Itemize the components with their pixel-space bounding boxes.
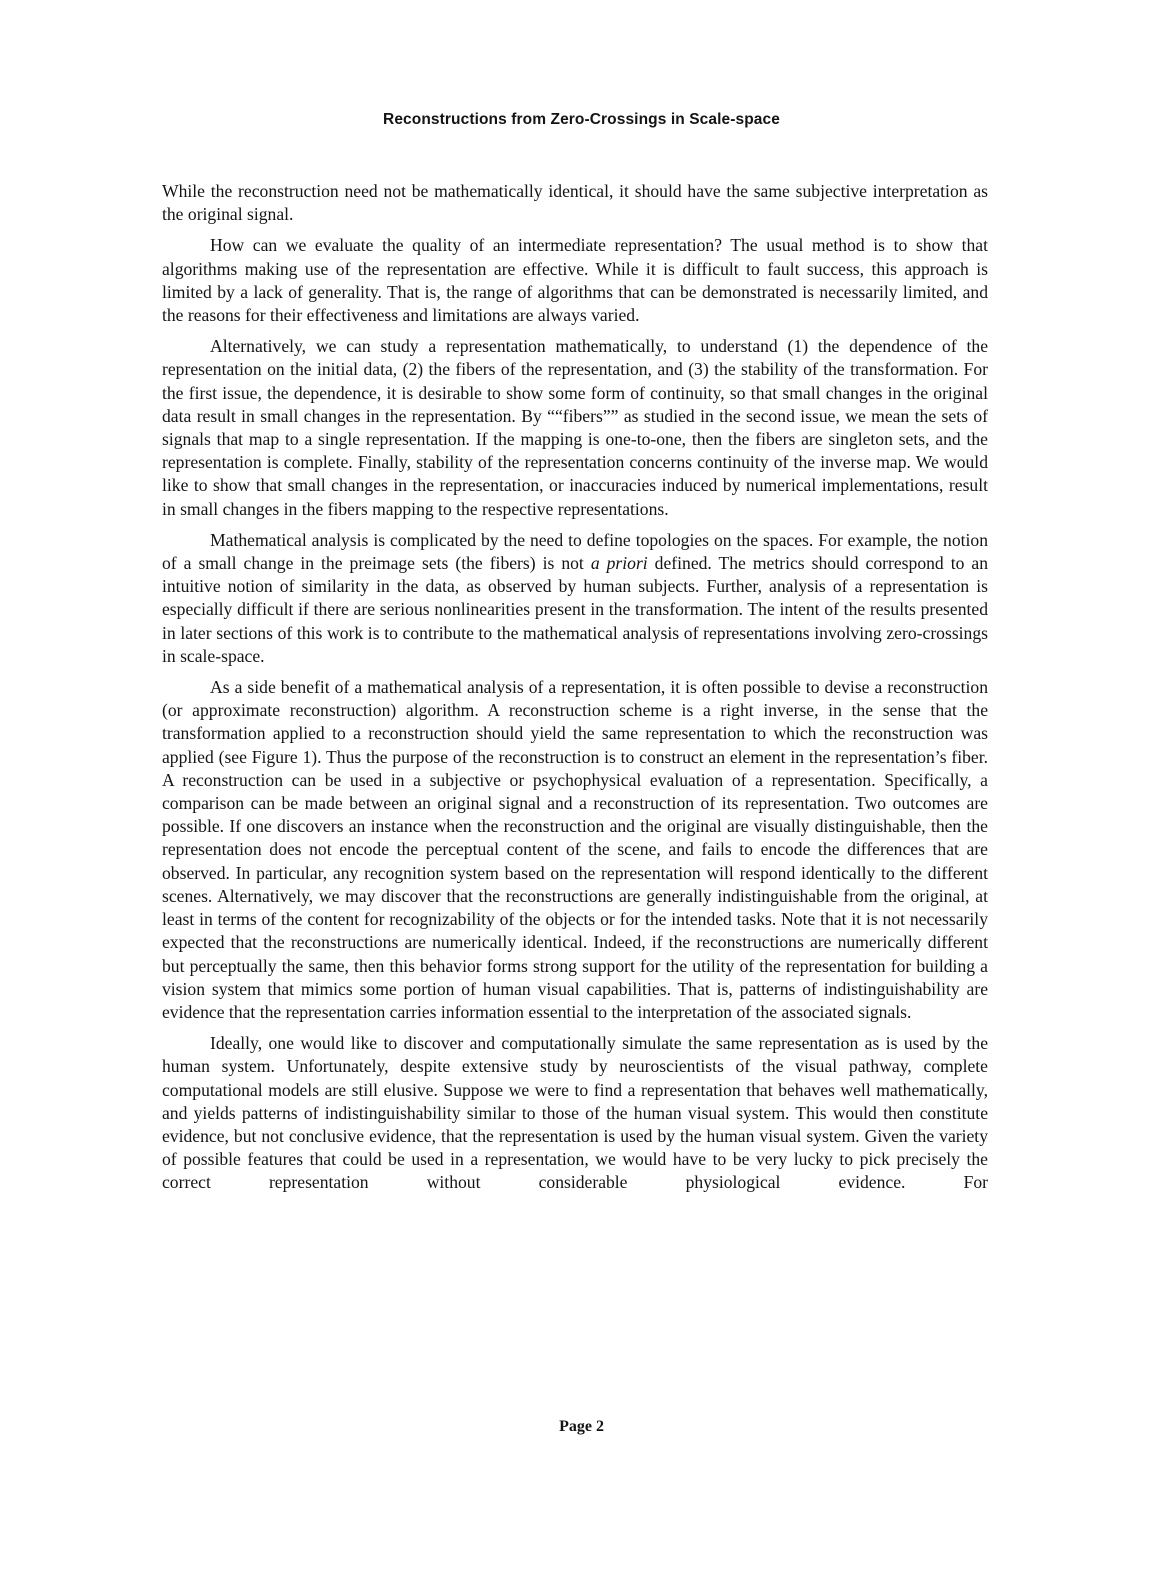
paragraph-topologies-text-end: defined. The metrics should correspond to an intuitive notion of similarity in the data, as observed by human subjects. Further, analysis of a representation is especially difficult if there are serious nonlinearities present in the transformation. The intent of the results presented in later sections of this work is to contribute to the mathematical analysis of representations involving zero-crossings in scale-space. xyxy=(162,553,988,666)
paragraph-human-system: Ideally, one would like to discover and computationally simulate the same representation as is used by the human system. Unfortunately, despite extensive study by neuroscientists of the visual pathway, complete computational models are still elusive. Suppose we were to find a representation that behaves well mathematically, and yields patterns of indistinguishability similar to those of the human visual system. This would then constitute evidence, but not conclusive evidence, that the representation is used by the human visual system. Given the variety of possible features that could be used in a representation, we would have to be very lucky to pick precisely the correct representation without considerable physiological evidence. For xyxy=(162,1033,988,1193)
body-text xyxy=(162,180,988,1203)
paragraph-reconstruction: As a side benefit of a mathematical analysis of a representation, it is often possible to devise a reconstruction (or approximate reconstruction) algorithm. A reconstruction scheme is a right inverse, in the sense that the transformation applied to a reconstruction should yield the same representation to which the reconstruction was applied (see Figure 1). Thus the purpose of the reconstruction is to construct an element in the representation’s fiber. A reconstruction can be used in a subjective or psychophysical evaluation of a representation. Specifically, a comparison can be made between an original signal and a reconstruction of its representation. Two outcomes are possible. If one discovers an instance when the reconstruction and the original are visually distinguishable, then the representation does not encode the perceptual content of the scene, and fails to encode the differences that are observed. In particular, any recognition system based on the representation will respond identically to the different scenes. Alternatively, we may discover that the reconstructions are generally indistinguishable from the original, at least in terms of the content for recognizability of the objects or for the intended tasks. Note that it is not necessarily expected that the reconstructions are numerically identical. Indeed, if the reconstructions are numerically different but perceptually the same, then this behavior forms strong support for the utility of the representation for building a vision system that mimics some portion of human visual capabilities. That is, patterns of indistinguishability are evidence that the representation carries information essential to the interpretation of the associated signals. xyxy=(162,677,988,1022)
paragraph-evaluation: How can we evaluate the quality of an intermediate representation? The usual method is to show that algorithms making use of the representation are effective. While it is difficult to fault success, this approach is limited by a lack of generality. That is, the range of algorithms that can be demonstrated is necessarily limited, and the reasons for their effectiveness and limitations are always varied. xyxy=(162,235,988,326)
paragraph-topologies-text-start: Mathematical analysis is complicated by the need to define topologies on the spaces. For example, the notion of a small change in the preimage sets (the fibers) is not xyxy=(162,529,988,574)
emphasis-a-priori: a priori xyxy=(590,553,648,574)
running-header-title: Reconstructions from Zero-Crossings in Scale-space xyxy=(383,111,780,128)
paragraph-topologies xyxy=(162,529,988,668)
page-number: Page 2 xyxy=(559,1418,604,1435)
paragraph-mathematical-study: Alternatively, we can study a representation mathematically, to understand (1) the dependence of the representation on the initial data, (2) the fibers of the representation, and (3) the stability of the transformation. For the first issue, the dependence, it is desirable to show some form of continuity, so that small changes in the original data result in small changes in the representation. By ““fibers”” as studied in the second issue, we mean the sets of signals that map to a single representation. If the mapping is one-to-one, then the fibers are singleton sets, and the representation is complete. Finally, stability of the representation concerns continuity of the inverse map. We would like to show that small changes in the representation, or inaccuracies induced by numerical implementations, result in small changes in the fibers mapping to the respective representations. xyxy=(162,336,988,519)
paragraph-continuation: While the reconstruction need not be mathematically identical, it should have the same subjective interpretation as the original signal. xyxy=(162,181,988,225)
